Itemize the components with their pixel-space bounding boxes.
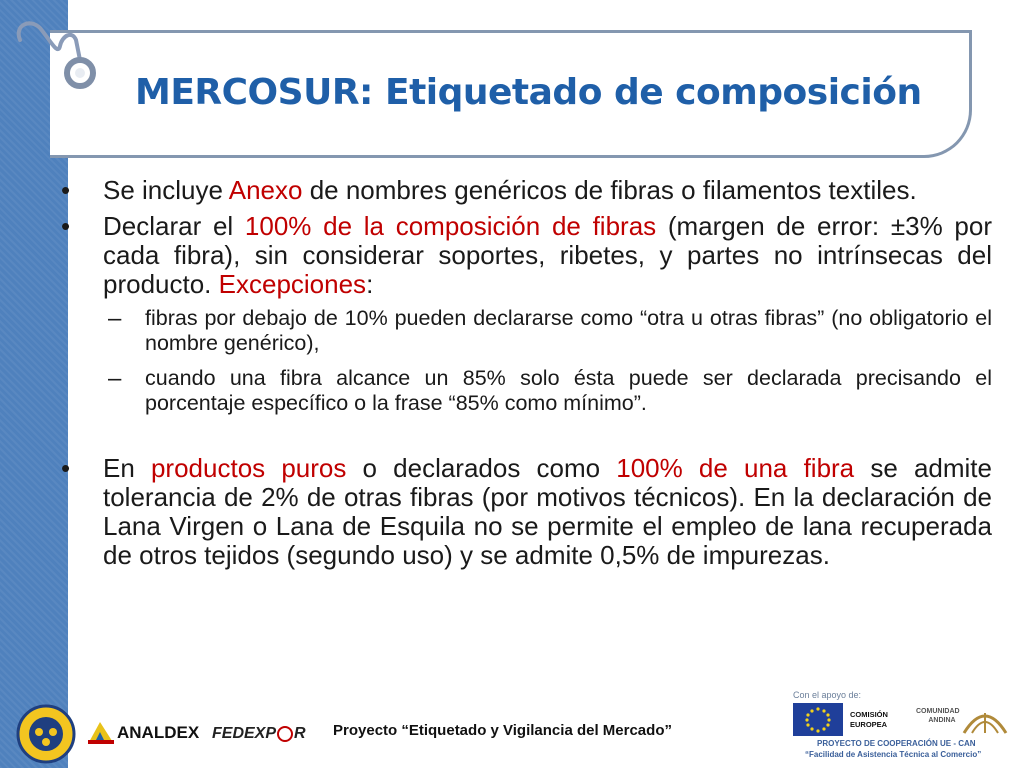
slide-title: MERCOSUR: Etiquetado de composición bbox=[135, 72, 922, 113]
bullet-marker: • bbox=[61, 453, 71, 483]
support-label: Con el apoyo de: bbox=[793, 690, 862, 700]
bullet-item: • Se incluye Anexo de nombres genéricos de fibras o filamentos textiles. bbox=[61, 175, 917, 205]
camara-comercio-lima-logo bbox=[12, 704, 82, 766]
comunidad-andina-label: COMUNIDAD ANDINA bbox=[916, 708, 960, 724]
analdex-logo: ANALDEX bbox=[117, 723, 200, 742]
bullet-item: • Declarar el 100% de la composición de fibras (margen de error: ±3% por cada fibra), sin considerar soportes, ribetes, y partes no intrínsecas del producto. Excepciones: bbox=[61, 211, 993, 299]
cooperation-project-label: PROYECTO DE COOPERACIÓN UE - CAN bbox=[817, 739, 976, 748]
sub-bullet-marker: – bbox=[108, 305, 122, 332]
bullet-item: • En productos puros o declarados como 100% de una fibra se admite tolerancia de 2% de otras fibras (por motivos técnicos). En la declaración de Lana Virgen o Lana de Esquila no se permite el empleo de lana recuperada de otros tejidos (segundo uso) y se admite 0,5% de impurezas. bbox=[61, 453, 992, 570]
comision-europea-label: COMISIÓN EUROPEA bbox=[850, 710, 888, 729]
footer-project-title: Proyecto “Etiquetado y Vigilancia del Mercado” bbox=[333, 722, 672, 739]
fedexpor-logo: FEDEXP R bbox=[212, 725, 306, 742]
fedexpor-globe-icon bbox=[277, 726, 293, 742]
eu-flag-icon bbox=[793, 703, 843, 736]
sub-bullet-item: – cuando una fibra alcance un 85% solo ésta puede ser declarada precisando el porcentaje específico o la frase “85% como mínimo”. bbox=[108, 365, 992, 415]
analdex-arrow-icon bbox=[86, 720, 116, 746]
comunidad-andina-emblem-icon bbox=[960, 703, 1010, 735]
slide-body bbox=[58, 176, 992, 577]
hook-decoration-icon bbox=[0, 0, 120, 110]
sub-bullet-item: – fibras por debajo de 10% pueden declararse como “otra u otras fibras” (no obligatorio el nombre genérico), bbox=[108, 305, 992, 355]
sub-bullet-marker: – bbox=[108, 365, 122, 392]
bullet-marker: • bbox=[61, 211, 71, 241]
bullet-marker: • bbox=[61, 175, 71, 205]
technical-assistance-label: “Facilidad de Asistencia Técnica al Comercio” bbox=[805, 750, 982, 759]
